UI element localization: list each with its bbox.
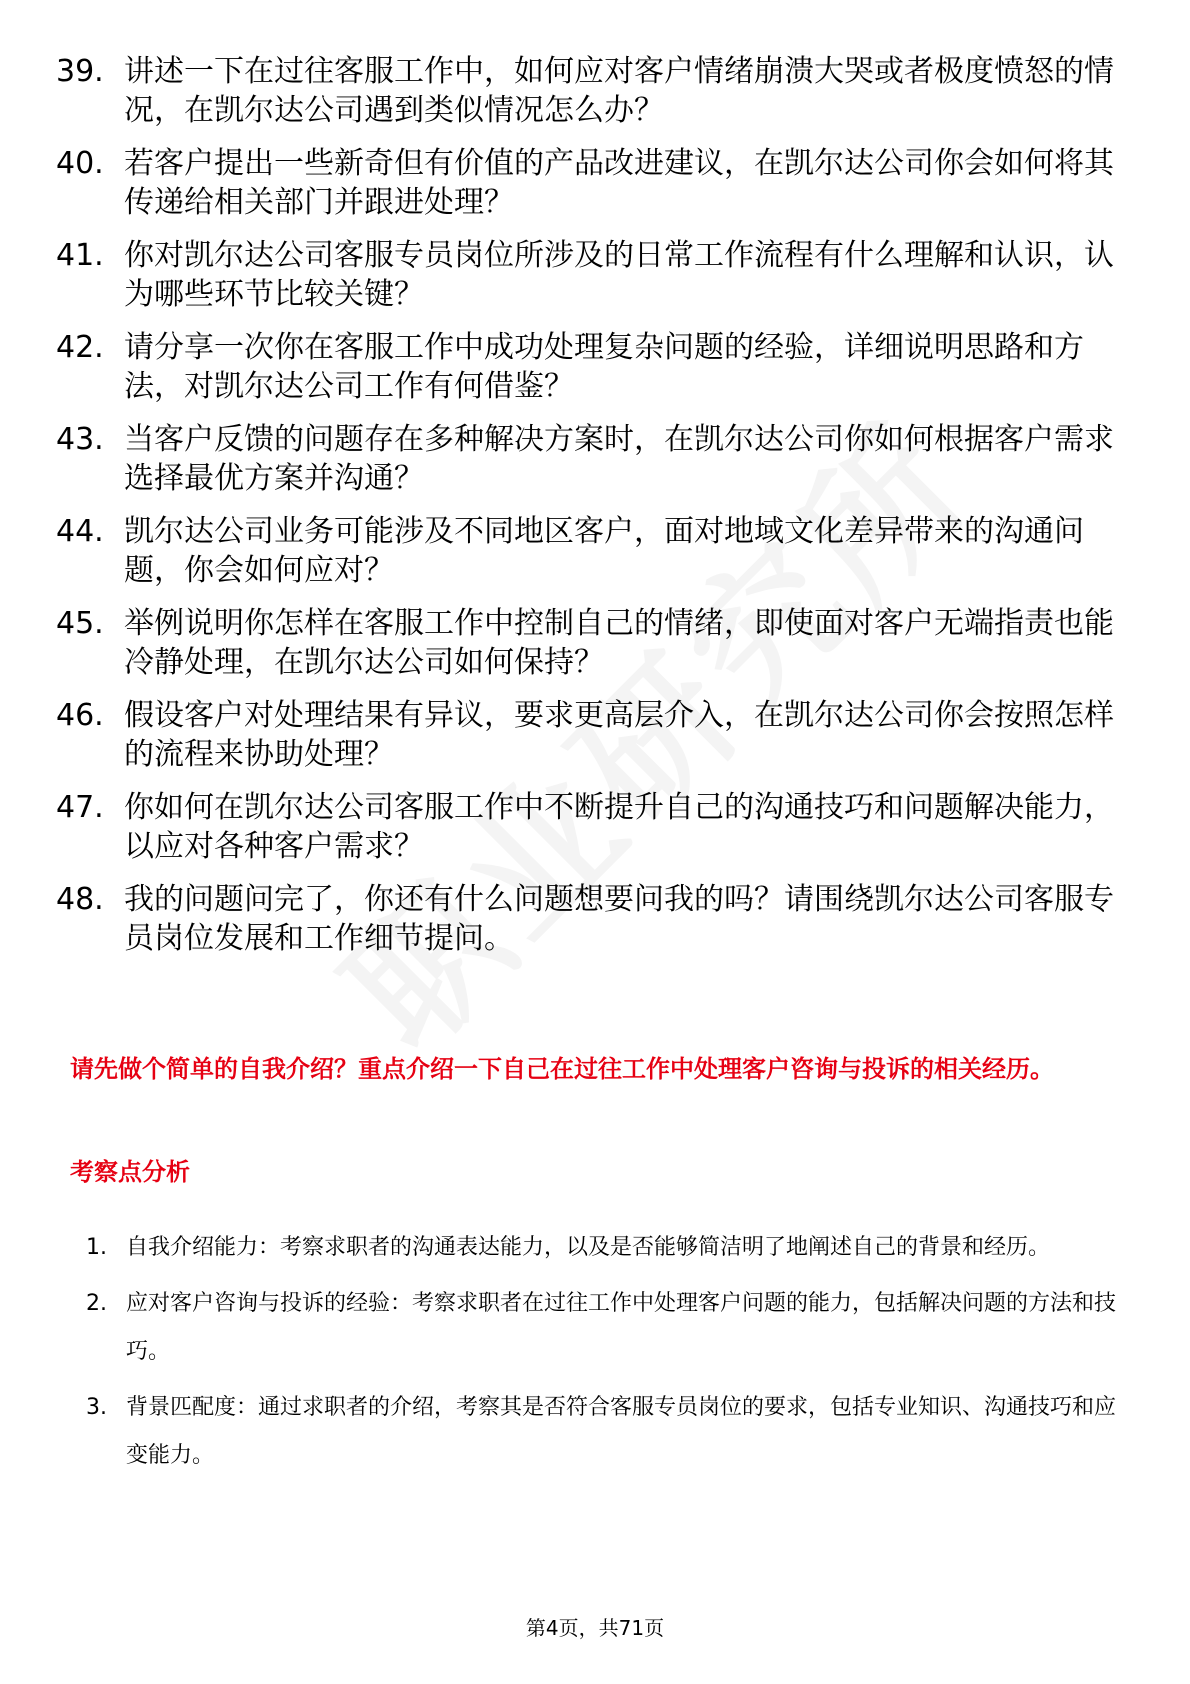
analysis-number: 2. <box>86 1291 107 1316</box>
analysis-number: 3. <box>86 1395 107 1420</box>
question-text: 我的问题问完了，你还有什么问题想要问我的吗？请围绕凯尔达公司客服专员岗位发展和工作细节提问。 <box>124 882 1114 956</box>
question-text: 你如何在凯尔达公司客服工作中不断提升自己的沟通技巧和问题解决能力，以应对各种客户需求？ <box>124 790 1114 864</box>
question-number: 43. <box>56 422 104 457</box>
analysis-text: 自我介绍能力：考察求职者的沟通表达能力，以及是否能够简洁明了地阐述自己的背景和经历。 <box>126 1235 1051 1260</box>
question-item <box>56 420 1136 498</box>
analysis-text: 应对客户咨询与投诉的经验：考察求职者在过往工作中处理客户问题的能力，包括解决问题的方法和技巧。 <box>126 1291 1117 1364</box>
question-text: 当客户反馈的问题存在多种解决方案时，在凯尔达公司你如何根据客户需求选择最优方案并沟通？ <box>124 422 1114 496</box>
question-item <box>56 236 1136 314</box>
question-item <box>56 788 1136 866</box>
question-text: 讲述一下在过往客服工作中，如何应对客户情绪崩溃大哭或者极度愤怒的情况，在凯尔达公司遇到类似情况怎么办？ <box>124 54 1114 128</box>
question-number: 40. <box>56 146 104 181</box>
question-text: 假设客户对处理结果有异议，要求更高层介入，在凯尔达公司你会按照怎样的流程来协助处理？ <box>124 698 1114 772</box>
analysis-item <box>86 1384 1136 1480</box>
question-number: 45. <box>56 606 104 641</box>
analysis-text: 背景匹配度：通过求职者的介绍，考察其是否符合客服专员岗位的要求，包括专业知识、沟通技巧和应变能力。 <box>126 1395 1117 1468</box>
question-text: 请分享一次你在客服工作中成功处理复杂问题的经验，详细说明思路和方法，对凯尔达公司工作有何借鉴？ <box>124 330 1084 404</box>
question-item <box>56 512 1136 590</box>
question-number: 47. <box>56 790 104 825</box>
analysis-number: 1. <box>86 1235 107 1260</box>
question-number: 41. <box>56 238 104 273</box>
question-item <box>56 604 1136 682</box>
question-number: 44. <box>56 514 104 549</box>
question-text: 你对凯尔达公司客服专员岗位所涉及的日常工作流程有什么理解和认识，认为哪些环节比较关键？ <box>124 238 1114 312</box>
question-item <box>56 144 1136 222</box>
question-item <box>56 52 1136 130</box>
section-title: 考察点分析 <box>70 1158 190 1186</box>
question-number: 39. <box>56 54 104 89</box>
question-list <box>56 52 1136 972</box>
analysis-list <box>86 1224 1136 1488</box>
analysis-item <box>86 1224 1136 1272</box>
question-number: 48. <box>56 882 104 917</box>
question-text: 凯尔达公司业务可能涉及不同地区客户，面对地域文化差异带来的沟通问题，你会如何应对？ <box>124 514 1084 588</box>
analysis-item <box>86 1280 1136 1376</box>
question-item <box>56 696 1136 774</box>
question-text: 若客户提出一些新奇但有价值的产品改进建议，在凯尔达公司你会如何将其传递给相关部门并跟进处理？ <box>124 146 1114 220</box>
question-item <box>56 328 1136 406</box>
question-item <box>56 880 1136 958</box>
page-footer: 第4页，共71页 <box>525 1616 665 1640</box>
question-text: 举例说明你怎样在客服工作中控制自己的情绪，即使面对客户无端指责也能冷静处理，在凯尔达公司如何保持？ <box>124 606 1114 680</box>
question-number: 42. <box>56 330 104 365</box>
highlight-question: 请先做个简单的自我介绍？重点介绍一下自己在过往工作中处理客户咨询与投诉的相关经历。 <box>70 1055 1054 1083</box>
question-number: 46. <box>56 698 104 733</box>
